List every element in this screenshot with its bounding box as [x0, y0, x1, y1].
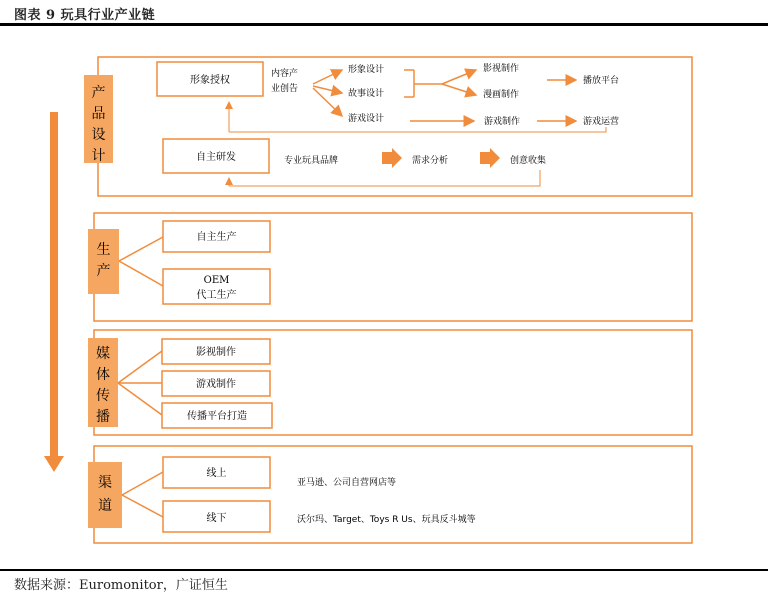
pro-brand-label: 专业玩具品牌 — [284, 156, 339, 166]
self-rd-label: 自主研发 — [196, 152, 236, 163]
design-tag — [84, 75, 113, 164]
svg-text:生: 生 — [96, 242, 111, 258]
offline-label: 线下 — [206, 513, 227, 524]
block-arrow-2 — [480, 148, 500, 168]
svg-text:道: 道 — [98, 498, 112, 514]
block-arrow-1 — [382, 148, 402, 168]
process-flow-arrow — [44, 112, 64, 472]
image-license-label: 形象授权 — [190, 75, 230, 86]
media-platform-label: 传播平台打造 — [187, 411, 247, 422]
svg-text:传: 传 — [96, 388, 110, 404]
svg-text:设: 设 — [91, 127, 106, 143]
media-film-label: 影视制作 — [196, 347, 236, 358]
figure-title: 图表 9 玩具行业产业链 — [14, 8, 156, 23]
svg-text:体: 体 — [96, 367, 110, 383]
film-production-label: 影视制作 — [483, 64, 520, 74]
online-desc: 亚马逊、公司自营网店等 — [297, 478, 397, 488]
online-label: 线上 — [206, 468, 227, 479]
oem-subtitle: 代工生产 — [196, 290, 237, 301]
svg-text:媒: 媒 — [96, 346, 110, 362]
svg-text:计: 计 — [91, 148, 106, 164]
oem-label: OEM — [203, 275, 230, 286]
media-game-label: 游戏制作 — [196, 379, 236, 390]
offline-desc: 沃尔玛、Target、Toys R Us、玩具反斗城等 — [297, 515, 476, 525]
svg-text:品: 品 — [91, 106, 106, 122]
source-note: 数据来源：Euromonitor，广证恒生 — [14, 578, 228, 593]
broadcast-platform-label: 播放平台 — [583, 76, 620, 86]
game-design-label: 游戏设计 — [348, 114, 385, 124]
production-tag — [88, 229, 119, 294]
comic-production-label: 漫画制作 — [483, 90, 520, 100]
demand-analysis-label: 需求分析 — [412, 156, 449, 166]
content-creation-label-1: 内容产 — [271, 69, 299, 79]
channel-tag — [88, 462, 122, 528]
media-tag — [88, 338, 118, 427]
self-production-label: 自主生产 — [196, 232, 237, 243]
svg-text:产: 产 — [96, 263, 111, 279]
idea-collection-label: 创意收集 — [510, 156, 547, 166]
content-creation-label-2: 业创告 — [271, 84, 299, 94]
story-design-label: 故事设计 — [348, 89, 385, 99]
svg-text:播: 播 — [96, 409, 110, 425]
game-production-label: 游戏制作 — [484, 117, 521, 127]
bottom-rule — [0, 569, 768, 571]
svg-text:渠: 渠 — [98, 475, 112, 491]
image-design-label: 形象设计 — [348, 65, 385, 75]
game-operation-label: 游戏运营 — [583, 117, 620, 127]
svg-text:产: 产 — [91, 85, 106, 101]
